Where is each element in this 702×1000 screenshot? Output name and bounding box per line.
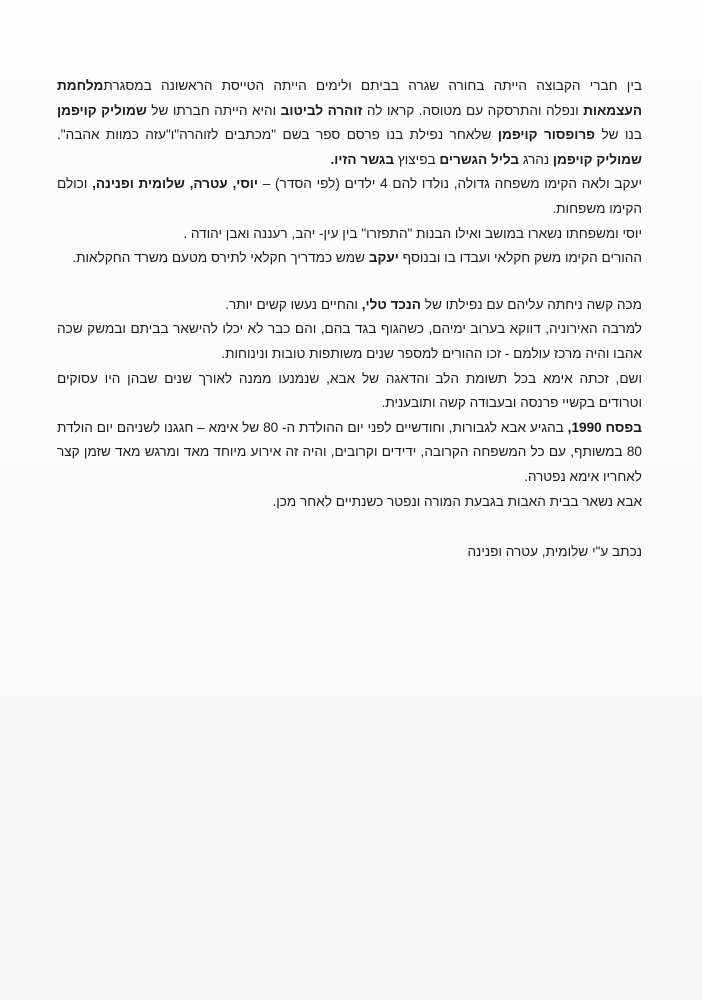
text-run: בפיצוץ [394,151,440,167]
text-run: שמש כמדריך חקלאי לתירס מטעם משרד החקלאות. [72,250,369,266]
paragraph-children [57,172,642,221]
text-run: והיא הייתה חברתו של [146,102,281,118]
text-run: ונפלה והתרסקה עם מטוסה. קראו לה [362,102,584,118]
text-run: בהגיע אבא לגבורות, וחודשיים לפני יום ההולדת ה- 80 של אימא – חגגנו לשניהם יום הולדת 80 במשותף, עם כל המשפחה הקרובה, ידידים וקרובים, והיה זה אירוע מיוחד מאד ומרגש מאד שזמן קצר לאחריו אימא נפטרה. [57,419,642,484]
signature-line: נכתב ע"י שלומית, עטרה ופנינה [467,544,642,560]
paragraph-spacer [57,271,642,293]
text-run: שלאחר נפילת בנו פרסם ספר בשם "מכתבים לזוהרה"ו"עזה כמוות אהבה". [57,127,498,143]
bold-text: מלחמת העצמאות [57,78,643,118]
bold-text: שמוליק קויפמן [57,102,147,118]
text-run: מכה קשה ניחתה עליהם עם נפילתו של [420,296,642,312]
bold-text: בליל הגשרים [439,151,520,167]
bold-text: בפסח 1990, [567,419,642,435]
paragraph-spacer [57,514,642,540]
text-run: והחיים נעשו קשים יותר. [225,296,362,312]
bold-text: בגשר הזיו. [330,151,395,167]
paragraph-family-locations: יוסי ומשפחתו נשארו במושב ואילו הבנות "התפזרו" בין עין- יהב, רעננה ואבן יהודה . [183,225,642,241]
bold-text: שמוליק קויפמן [552,151,642,167]
paragraph-irony: למרבה האירוניה, דווקא בערוב ימיהם, כשהגוף בגד בהם, והם כבר לא יכלו להישאר בביתם ובמשק שכה אהבו והיה מרכז עולמם - זכו ההורים למספר שנים משותפות טובות ונינוחות. [57,321,642,361]
bold-text: יוסי, עטרה, שלומית ופנינה, [92,176,259,192]
paragraph-farm [57,246,642,271]
text-run: ההורים הקימו משק חקלאי ועבדו בו ובנוסף [398,250,642,266]
paragraph-father-passing: אבא נשאר בבית האבות בגבעת המורה ונפטר כשנתיים לאחר מכן. [272,493,642,509]
text-run: וכולם הקימו משפחות. [57,176,642,216]
paragraph-first-pilot [57,74,642,172]
paragraph-care: ושם, זכתה אימא בכל תשומת הלב והדאגה של אבא, שנמנעו ממנה לאורך שנים שבהן היו עסוקים וטרודים בקשיי פרנסה ובעבודה קשה ותובענית. [57,370,642,411]
text-run: בין חברי הקבוצה הייתה בחורה שגרה בביתם ולימים הייתה הטייסת הראשונה במסגרת [103,78,642,93]
text-run: נהרג [519,151,553,167]
paragraph-passover-1990 [57,416,642,490]
bold-text: יעקב [368,250,399,266]
bold-text: זוהרה לביטוב [280,102,363,118]
paragraph-loss [57,293,642,318]
bold-text: הנכד טלי, [361,296,421,312]
text-run: בנו של [595,127,642,143]
text-run: יעקב ולאה הקימו משפחה גדולה, נולדו להם 4 ילדים (לפי הסדר) – [258,176,642,192]
bold-text: פרופסור קויפמן [497,127,596,143]
document-body [57,74,642,565]
